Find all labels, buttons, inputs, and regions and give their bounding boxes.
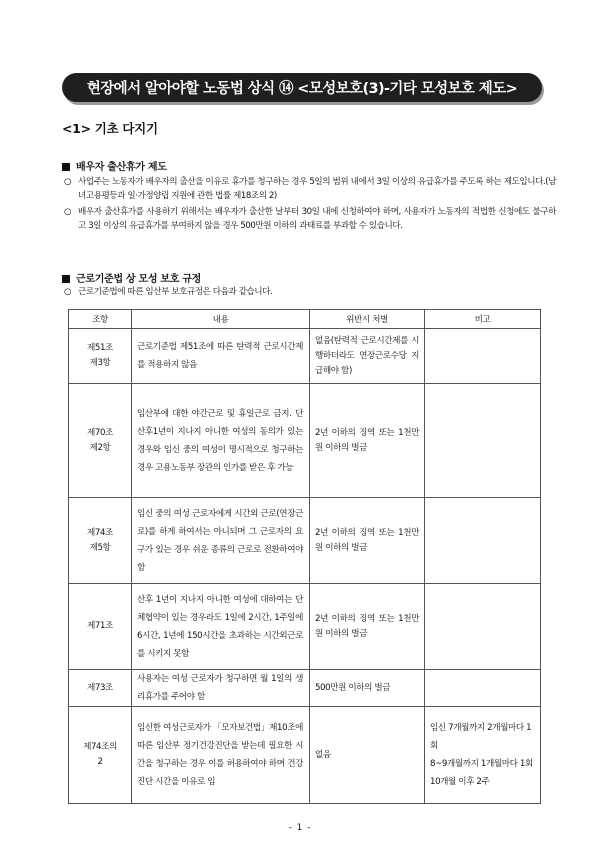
article-cell: 제71조 xyxy=(69,584,132,670)
paragraph-text: 배우자 출산휴가를 사용하기 위해서는 배우자가 출산한 날부터 30일 내에 신청하여야 하며, 사용자가 노동자의 적법한 신청에도 불구하고 3일 이상의 유급휴가를 부여하지 않을 경우 500만원 이하의 과태료를 부과할 수 있습니다. xyxy=(78,207,556,231)
circle-bullet-icon: ○ xyxy=(64,287,72,297)
spouse-leave-heading xyxy=(62,158,167,173)
page-number: - 1 - xyxy=(288,823,312,833)
table-row xyxy=(69,584,541,670)
penalty-cell: 2년 이하의 징역 또는 1천만원 이하의 벌금 xyxy=(310,584,425,670)
spouse-leave-heading-text: 배우자 출산휴가 제도 xyxy=(76,162,167,173)
labor-standards-heading-text: 근로기준법 상 모성 보호 규정 xyxy=(76,274,202,285)
penalty-cell: 없음(탄력적 근로시간제를 시행하더라도 연장근로수당 지급해야 함) xyxy=(310,329,425,384)
section-heading: <1> 기초 다지기 xyxy=(62,121,158,136)
article-cell: 제74조의 2 xyxy=(69,707,132,804)
note-cell xyxy=(425,670,541,707)
penalty-cell: 2년 이하의 징역 또는 1천만원 이하의 벌금 xyxy=(310,498,425,584)
table-row xyxy=(69,707,541,804)
header-penalty: 위반시 처벌 xyxy=(310,310,425,329)
table-row xyxy=(69,498,541,584)
content-cell: 임신한 여성근로자가 「모자보건법」제10조에 따른 임산부 정기건강진단을 받는데 필요한 시간을 청구하는 경우 이를 허용하여야 하며 건강진단 시간을 이유로 임 xyxy=(132,707,310,804)
header-article: 조항 xyxy=(69,310,132,329)
header-content: 내용 xyxy=(132,310,310,329)
note-cell xyxy=(425,329,541,384)
labor-standards-heading xyxy=(62,270,201,285)
table-header-row xyxy=(69,310,541,329)
content-cell: 근로기준법 제51조에 따른 탄력적 근로시간제를 적용하지 않음 xyxy=(132,329,310,384)
header-note: 비고 xyxy=(425,310,541,329)
article-cell: 제73조 xyxy=(69,670,132,707)
labor-standards-intro xyxy=(64,285,556,299)
square-bullet-icon xyxy=(62,163,70,171)
table-row xyxy=(69,670,541,707)
square-bullet-icon xyxy=(62,275,70,283)
spouse-leave-paragraph-1 xyxy=(64,175,556,203)
note-cell xyxy=(425,384,541,498)
content-cell: 임신 중의 여성 근로자에게 시간외 근로(연장근로)를 하게 하여서는 아니되며 그 근로자의 요구가 있는 경우 쉬운 종류의 근로로 전환하여야 함 xyxy=(132,498,310,584)
penalty-cell: 없음 xyxy=(310,707,425,804)
note-cell: 임신 7개월까지 2개월마다 1회 8~9개월까지 1개월마다 1회 10개월 이후 2주 xyxy=(425,707,541,804)
note-cell xyxy=(425,498,541,584)
content-cell: 임산부에 대한 야간근로 및 휴일근로 금지. 단 산후1년이 지나지 아니한 여성의 동의가 있는 경우와 임신 중의 여성이 명시적으로 청구하는 경우 고용노동부 장관의 인가를 받은 후 가능 xyxy=(132,384,310,498)
spouse-leave-paragraph-2 xyxy=(64,205,556,233)
page-title: 현장에서 알아야할 노동법 상식 ⑭ <모성보호(3)-기타 모성보호 제도> xyxy=(86,81,518,97)
title-banner xyxy=(62,73,542,102)
paragraph-text: 사업주는 노동자가 배우자의 출산을 이유로 휴가를 청구하는 경우 5일의 범위 내에서 3일 이상의 유급휴가를 주도록 하는 제도입니다.(남녀고용평등과 일·가정양립 지원에 관한 법률 제18조의 2) xyxy=(78,177,556,201)
maternity-protection-table xyxy=(68,309,541,804)
circle-bullet-icon: ○ xyxy=(64,177,72,187)
table-row xyxy=(69,384,541,498)
table-row xyxy=(69,329,541,384)
circle-bullet-icon: ○ xyxy=(64,207,72,217)
article-cell: 제70조 제2항 xyxy=(69,384,132,498)
penalty-cell: 500만원 이하의 벌금 xyxy=(310,670,425,707)
note-cell xyxy=(425,584,541,670)
article-cell: 제74조 제5항 xyxy=(69,498,132,584)
penalty-cell: 2년 이하의 징역 또는 1천만원 이하의 벌금 xyxy=(310,384,425,498)
content-cell: 산후 1년이 지나지 아니한 여성에 대하여는 단체협약이 있는 경우라도 1일에 2시간, 1주일에 6시간, 1년에 150시간을 초과하는 시간외근로를 시키지 못함 xyxy=(132,584,310,670)
content-cell: 사용자는 여성 근로자가 청구하면 월 1일의 생리휴가를 주어야 함 xyxy=(132,670,310,707)
article-cell: 제51조 제3항 xyxy=(69,329,132,384)
paragraph-text: 근로기준법에 따른 임산부 보호규정은 다음과 같습니다. xyxy=(78,287,273,297)
